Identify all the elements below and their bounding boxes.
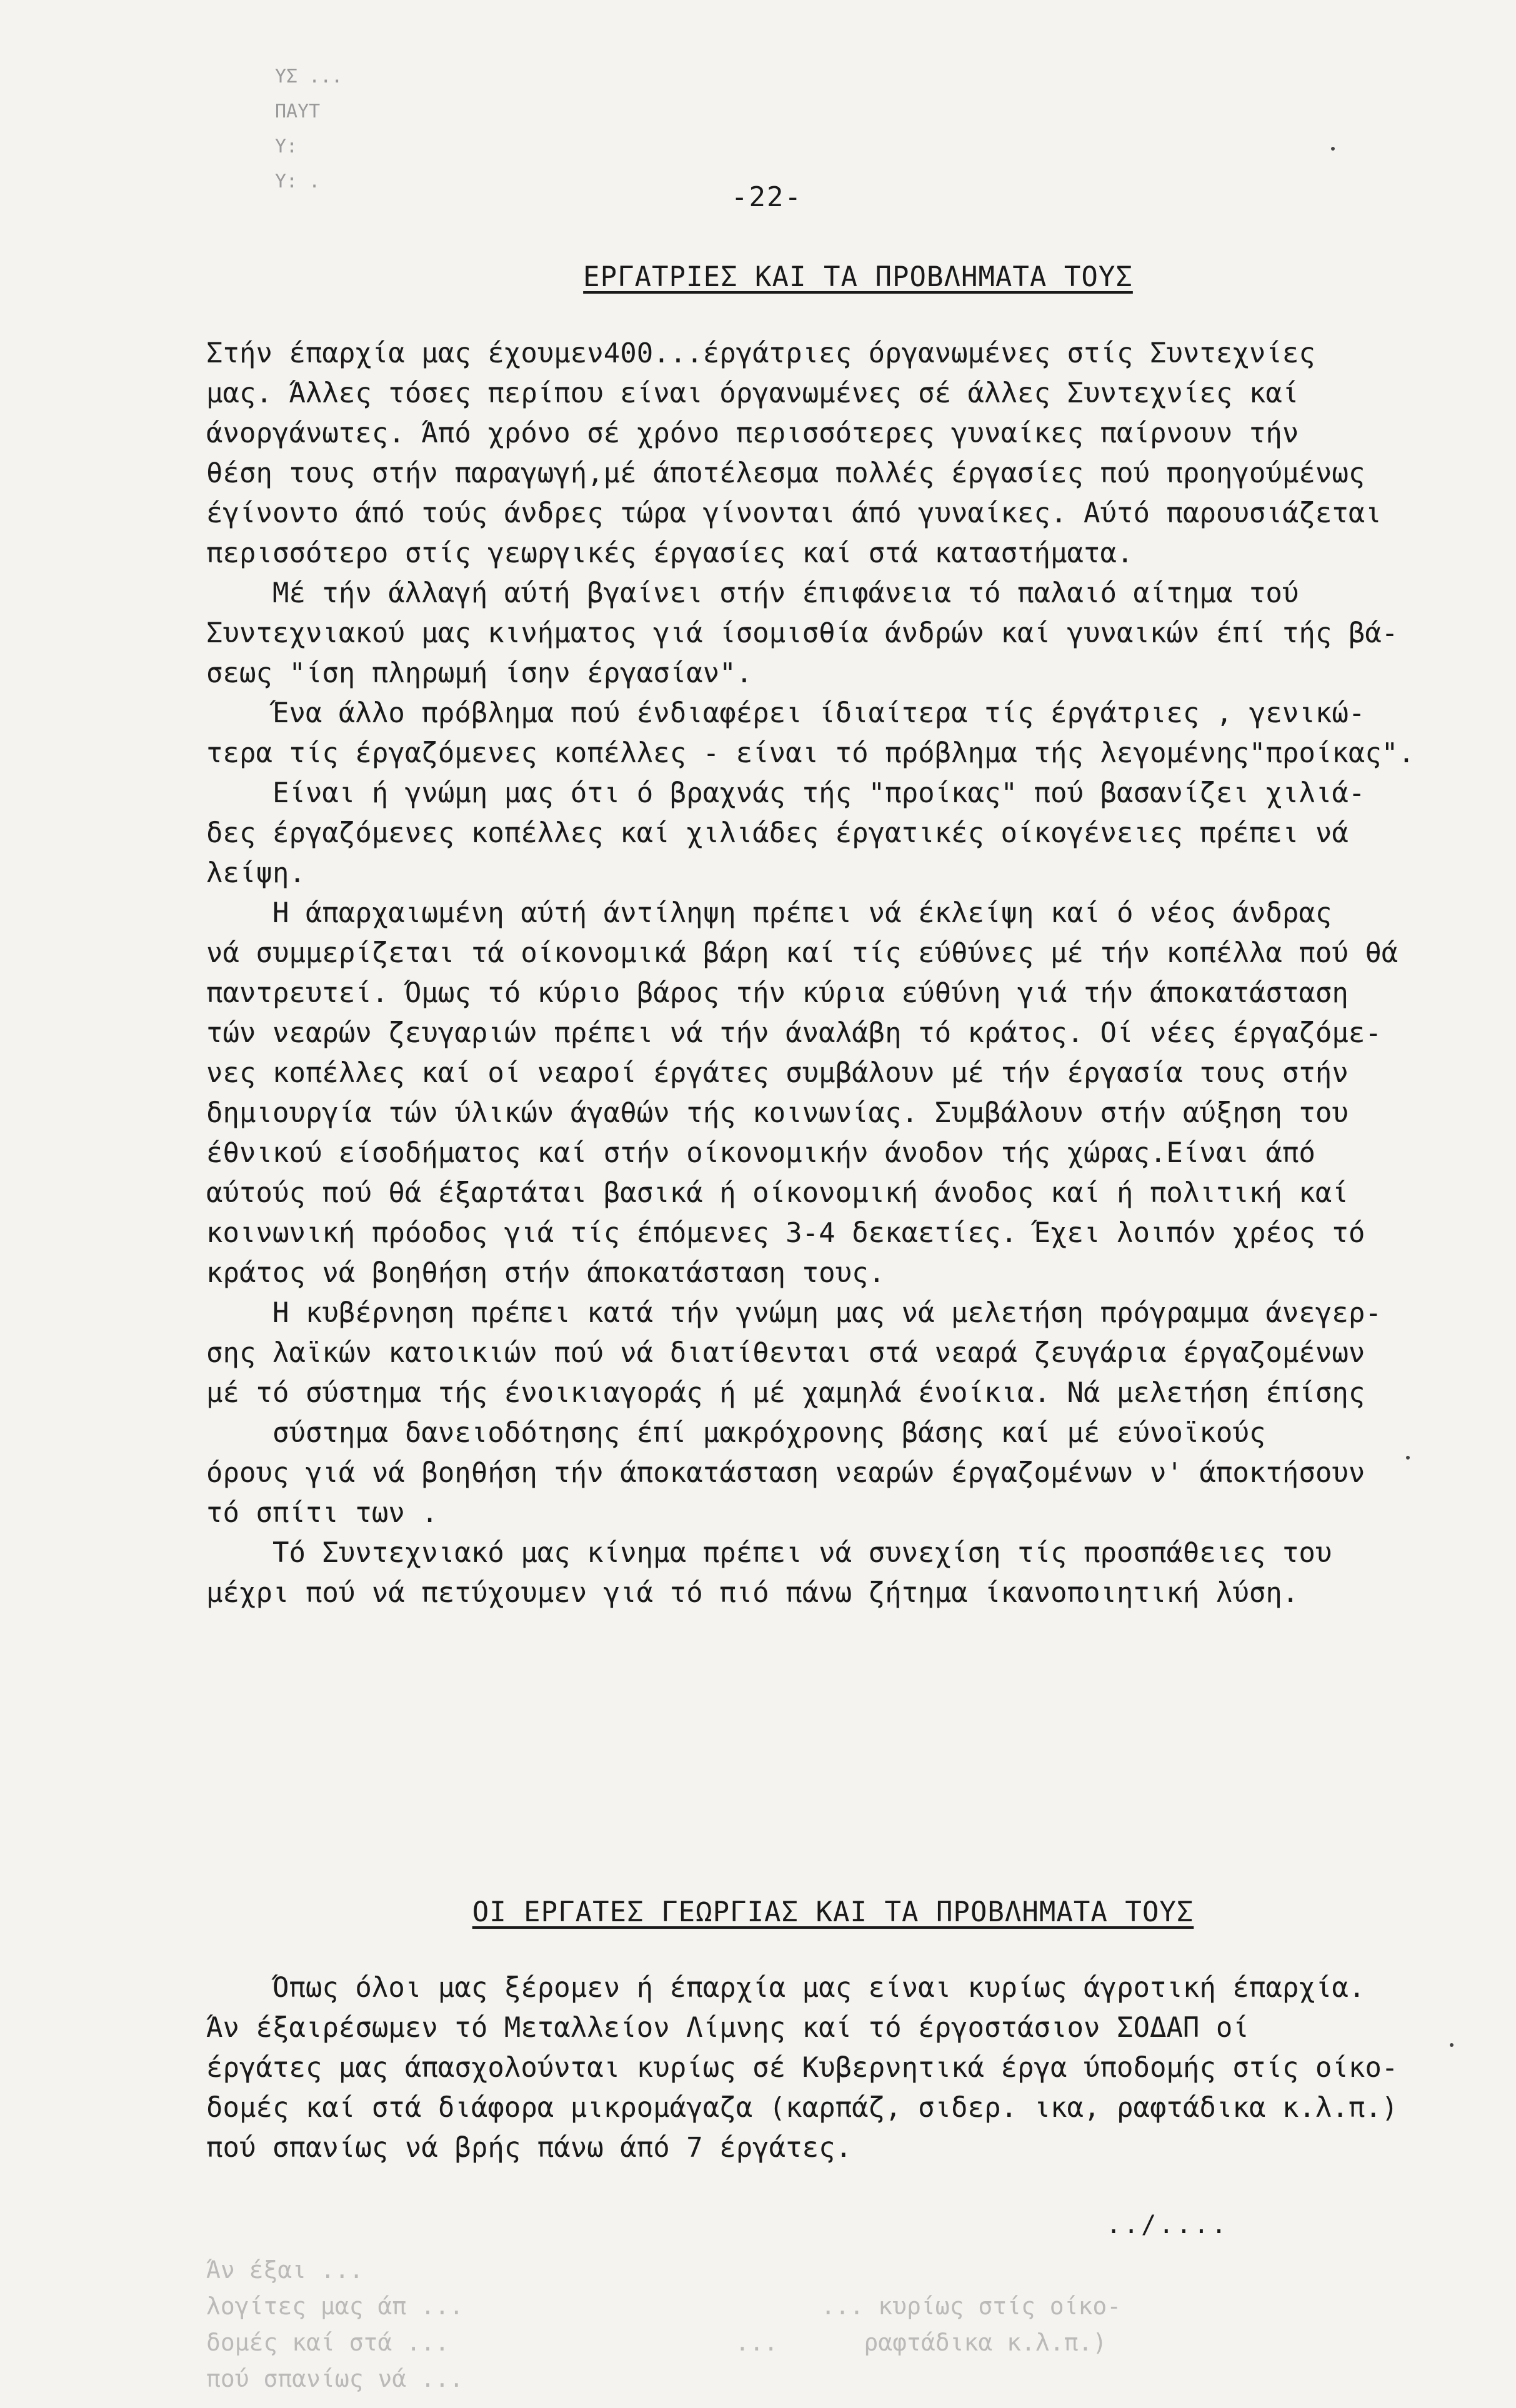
text-line: Η κυβέρνηση πρέπει κατά τήν γνώμη μας νά μελετήση πρόγραμμα άνεγερ- (206, 1297, 1382, 1329)
margin-mark: Υ: . (275, 171, 321, 192)
text-line: τό σπίτι των . (206, 1497, 438, 1529)
text-line: μέ τό σύστημα τής ένοικιαγοράς ή μέ χαμηλά ένοίκια. Νά μελετήση έπίσης (206, 1377, 1365, 1409)
section-title-workers-women: ΕΡΓΑΤΡΙΕΣ ΚΑΙ ΤΑ ΠΡΟΒΛΗΜΑΤΑ ΤΟΥΣ (583, 261, 1133, 293)
text-line: δες έργαζόμενες κοπέλλες καί χιλιάδες έργατικές οίκογένειες πρέπει νά (206, 817, 1349, 849)
text-line: νά συμμερίζεται τά οίκονομικά βάρη καί τίς εύθύνες μέ τήν κοπέλλα πού θά (206, 937, 1399, 969)
text-line: πού σπανίως νά ... (206, 2365, 464, 2392)
margin-mark: Υ: (275, 136, 298, 157)
text-line: Ένα άλλο πρόβλημα πού ένδιαφέρει ίδιαίτερα τίς έργάτριες , γενικώ- (206, 697, 1365, 729)
text-line: λείψη. (206, 857, 306, 889)
margin-mark: ΥΣ ... (275, 66, 343, 87)
section-body-workers-women (206, 334, 1431, 1613)
text-line: άνοργάνωτες. Άπό χρόνο σέ χρόνο περισσότερες γυναίκες παίρνουν τήν (206, 417, 1299, 449)
text-line: κράτος νά βοηθήση στήν άποκατάσταση τους. (206, 1257, 885, 1289)
scan-speck (1406, 1456, 1410, 1460)
text-line: Συντεχνιακού μας κινήματος γιά ίσομισθία άνδρών καί γυναικών έπί τής βά- (206, 617, 1399, 649)
text-line: Άν έξαι ... (206, 2256, 364, 2284)
scan-speck (1331, 147, 1335, 151)
text-line: έργάτες μας άπασχολούνται κυρίως σέ Κυβερνητικά έργα ύποδομής στίς οίκο- (206, 2052, 1399, 2084)
text-line: Όπως όλοι μας ξέρομεν ή έπαρχία μας είναι κυρίως άγροτική έπαρχία. (206, 1972, 1365, 2004)
continuation-mark: ../.... (1106, 2211, 1229, 2239)
text-line: όρους γιά νά βοηθήση τήν άποκατάσταση νεαρών έργαζομένων ν' άποκτήσουν (206, 1457, 1365, 1489)
text-line: πού σπανίως νά βρής πάνω άπό 7 έργάτες. (206, 2132, 852, 2164)
text-line: Στήν έπαρχία μας έχουμεν400...έργάτριες όργανωμένες στίς Συντεχνίες (206, 337, 1315, 369)
margin-mark: ΠΑΥΤ (275, 101, 321, 122)
bleed-through-text (206, 2252, 1456, 2397)
text-line: Άν έξαιρέσωμεν τό Μεταλλείον Λίμνης καί τό έργοστάσιον ΣΟΔΑΠ οί (206, 2012, 1249, 2044)
text-line: τερα τίς έργαζόμενες κοπέλλες - είναι τό πρόβλημα τής λεγομένης"προίκας". (206, 737, 1415, 769)
text-line: μέχρι πού νά πετύχουμεν γιά τό πιό πάνω ζήτημα ίκανοποιητική λύση. (206, 1577, 1299, 1609)
text-line: σύστημα δανειοδότησης έπί μακρόχρονης βάσης καί μέ εύνοϊκούς (206, 1417, 1266, 1449)
text-line: μας. Άλλες τόσες περίπου είναι όργανωμένες σέ άλλες Συντεχνίες καί (206, 377, 1299, 409)
text-line: αύτούς πού θά έξαρτάται βασικά ή οίκονομική άνοδος καί ή πολιτική καί (206, 1177, 1349, 1209)
text-line: περισσότερο στίς γεωργικές έργασίες καί στά καταστήματα. (206, 537, 1134, 569)
text-line: Είναι ή γνώμη μας ότι ό βραχνάς τής "προίκας" πού βασανίζει χιλιά- (206, 777, 1365, 809)
text-line: δομές καί στά διάφορα μικρομάγαζα (καρπάζ, σιδερ. ικα, ραφτάδικα κ.λ.π.) (206, 2092, 1399, 2124)
text-line: νες κοπέλλες καί οί νεαροί έργάτες συμβάλουν μέ τήν έργασία τους στήν (206, 1057, 1349, 1089)
text-line: έθνικού είσοδήματος καί στήν οίκονομικήν άνοδον τής χώρας.Είναι άπό (206, 1137, 1315, 1169)
text-line: τών νεαρών ζευγαριών πρέπει νά τήν άναλάβη τό κράτος. Οί νέες έργαζόμε- (206, 1017, 1382, 1049)
text-line: σεως "ίση πληρωμή ίσην έργασίαν". (206, 657, 753, 689)
text-line: παντρευτεί. Όμως τό κύριο βάρος τήν κύρια εύθύνη γιά τήν άποκατάσταση (206, 977, 1349, 1009)
text-line: θέση τους στήν παραγωγή,μέ άποτέλεσμα πολλές έργασίες πού προηγούμένως (206, 457, 1365, 489)
section-body-agricultural-workers (206, 1968, 1431, 2168)
text-line: κοινωνική πρόοδος γιά τίς έπόμενες 3-4 δεκαετίες. Έχει λοιπόν χρέος τό (206, 1217, 1365, 1249)
section-title-agricultural-workers: ΟΙ ΕΡΓΑΤΕΣ ΓΕΩΡΓΙΑΣ ΚΑΙ ΤΑ ΠΡΟΒΛΗΜΑΤΑ ΤΟΥΣ (472, 1896, 1194, 1928)
text-line: σης λαϊκών κατοικιών πού νά διατίθενται στά νεαρά ζευγάρια έργαζομένων (206, 1337, 1365, 1369)
text-line: Η άπαρχαιωμένη αύτή άντίληψη πρέπει νά έκλείψη καί ό νέος άνδρας (206, 897, 1332, 929)
page-number: -22- (731, 181, 802, 213)
text-line: δημιουργία τών ύλικών άγαθών τής κοινωνίας. Συμβάλουν στήν αύξηση του (206, 1097, 1349, 1129)
text-line: δομές καί στά ... ... ραφτάδικα κ.λ.π.) (206, 2329, 1107, 2356)
scan-speck (1450, 2043, 1454, 2047)
margin-marks (275, 59, 342, 199)
text-line: έγίνοντο άπό τούς άνδρες τώρα γίνονται άπό γυναίκες. Αύτό παρουσιάζεται (206, 497, 1382, 529)
text-line: Τό Συντεχνιακό μας κίνημα πρέπει νά συνεχίση τίς προσπάθειες του (206, 1537, 1332, 1569)
text-line: λογίτες μας άπ ... ... κυρίως στίς οίκο- (206, 2292, 1122, 2320)
text-line: Μέ τήν άλλαγή αύτή βγαίνει στήν έπιφάνεια τό παλαιό αίτημα τού (206, 577, 1299, 609)
